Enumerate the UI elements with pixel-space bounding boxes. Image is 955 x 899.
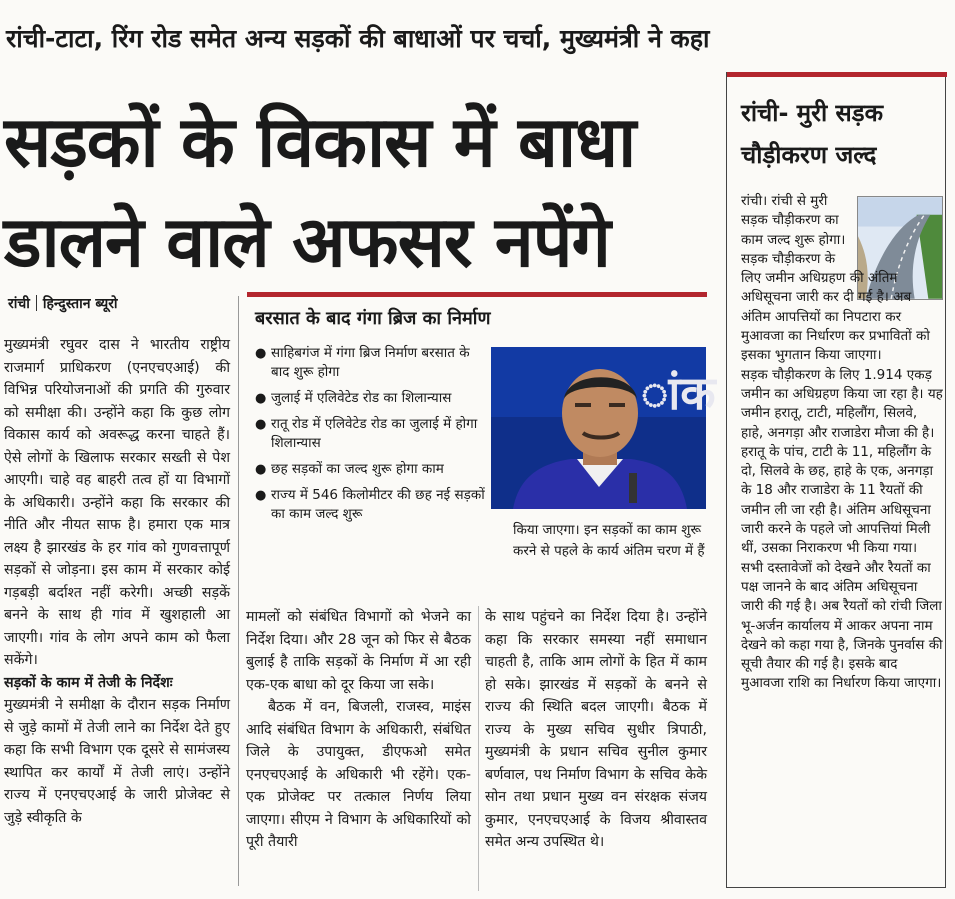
list-item xyxy=(253,415,485,453)
byline-separator xyxy=(36,295,37,311)
list-item-text: साहिबगंज में गंगा ब्रिज निर्माण बरसात के बाद शुरू होगा xyxy=(271,345,470,380)
list-item-text: रातू रोड में एलिवेटेड रोड का जुलाई में होगा शिलान्यास xyxy=(271,416,478,451)
bullet-icon: ● xyxy=(255,462,267,477)
article-column-3 xyxy=(485,606,707,854)
photo-caption: किया जाएगा। इन सड़कों का काम शुरू करने से पहले के कार्य अंतिम चरण में हैं xyxy=(513,522,705,559)
byline-bureau: हिन्दुस्तान ब्यूरो xyxy=(42,296,118,312)
byline-place: रांची xyxy=(8,296,30,312)
list-item xyxy=(253,460,485,479)
headline-line-2: डालने वाले अफसर नपेंगे xyxy=(4,201,610,283)
paragraph: बैठक में वन, बिजली, राजस्व, माइंस आदि संबंधित विभाग के अधिकारी, संबंधित जिले के उपायुक्त, डीएफओ समेत एनएचएआई के अधिकारी भी रहेंगे। एक-एक प्रोजेक्ट पर तत्काल निर्णय लिया जाएगा। सीएम ने विभाग के अधिकारियों को पूरी तैयारी xyxy=(246,699,471,850)
bullet-icon: ● xyxy=(255,488,267,503)
chief-minister-photo xyxy=(491,347,716,509)
sidebar-text xyxy=(741,192,943,694)
column-rule-1 xyxy=(238,296,239,886)
list-item-text: छह सड़कों का जल्द शुरू होगा काम xyxy=(271,461,444,477)
list-item xyxy=(253,389,485,408)
kicker: रांची-टाटा, रिंग रोड समेत अन्य सड़कों की बाधाओं पर चर्चा, मुख्यमंत्री ने कहा xyxy=(6,24,710,53)
paragraph: लिए जमीन अधिग्रहण की अंतिम अधिसूचना जारी कर दी गई है। अब अंतिम आपत्तियों का निपटारा कर मुआवजा का निर्धारण कर प्रभावितों को इसका भुगतान किया जाएगा। xyxy=(741,270,930,364)
paragraph: मुख्यमंत्री रघुवर दास ने भारतीय राष्ट्रीय राजमार्ग प्राधिकरण (एनएचएआई) की विभिन्न परियोजनाओं की प्रगति की गुरुवार को समीक्षा की। उन्होंने कहा कि कुछ लोग विकास कार्य को अवरूद्ध करना चाहते हैं। ऐसे लोगों के खिलाफ सरकार सख्ती से पेश आएगी। चाहे वह बाहरी तत्व हों या विभागों के अधिकारी। उन्होंने कहा कि सरकार की नीति और नीयत साफ है। हमारा एक मात्र लक्ष्य है झारखंड के हर गांव को गुणवत्तापूर्ण सड़कों से जोड़ना। इस काम में सरकार कोई गड़बड़ी बर्दाश्त नहीं करेगी। अच्छी सड़कें बनने के साथ ही गांव में खुशहाली आ जाएगी। गांव के लोग अपने काम को फैला सकेंगे। xyxy=(4,337,230,668)
column-rule-2 xyxy=(478,606,479,891)
sidebar-accent-bar xyxy=(727,72,947,77)
sidebar-lead: रांची। रांची से मुरी सड़क चौड़ीकरण का काम जल्द शुरू होगा। सड़क चौड़ीकरण के xyxy=(741,193,846,267)
bullet-icon: ● xyxy=(255,391,267,406)
byline xyxy=(8,294,118,313)
sidebar-title xyxy=(741,92,883,176)
paragraph: मुख्यमंत्री ने समीक्षा के दौरान सड़क निर्माण से जुड़े कामों में तेजी लाने का निर्देश देते हुए कहा कि सभी विभाग एक दूसरे से सामंजस्य स्थापित कर कार्यों में तेजी लाएं। उन्होंने राज्य में एनएचएआई के जारी प्रोजेक्ट से जुड़े स्वीकृति के xyxy=(4,697,230,826)
headline-line-1: सड़कों के विकास में बाधा xyxy=(4,101,636,183)
sidebar-title-line-1: रांची- मुरी सड़क xyxy=(741,99,884,127)
article-column-2 xyxy=(246,606,471,854)
list-item-text: जुलाई में एलिवेटेड रोड का शिलान्यास xyxy=(271,390,452,406)
paragraph: मामलों को संबंधित विभागों को भेजने का निर्देश दिया। और 28 जून को फिर से बैठक बुलाई है ताकि सड़कों के निर्माण में आ रही एक-एक बाधा को दूर किया जा सके। xyxy=(246,609,471,693)
sidebar-title-line-2: चौड़ीकरण जल्द xyxy=(741,141,877,169)
paragraph: के साथ पहुंचने का निर्देश दिया है। उन्होंने कहा कि सरकार समस्या नहीं समाधान चाहती है, ताकि आम लोगों के हित में काम हो सके। झारखंड में सड़कों के बनने से राज्य की स्थिति बदल जाएगी। बैठक में राज्य के मुख्य सचिव सुधीर त्रिपाठी, मुख्यमंत्री के प्रधान सचिव सुनील कुमार बर्णवाल, पथ निर्माण विभाग के सचिव केके सोन तथा प्रधान मुख्य वन संरक्षक संजय कुमार, एनएचएआई के विजय श्रीवास्तव समेत अन्य उपस्थित थे। xyxy=(485,609,707,850)
list-item xyxy=(253,344,485,382)
article-column-1 xyxy=(4,334,230,829)
box-accent-bar xyxy=(247,292,707,297)
bullet-icon: ● xyxy=(255,346,267,361)
paragraph: सड़क चौड़ीकरण के लिए 1.914 एकड़ जमीन का अधिग्रहण किया जा रहा है। यह जमीन हरातू, टाटी, महिलौंग, सिलवे, हाहे, अनगड़ा और राजाडेरा मौजा की है। हरातू के पांच, टाटी के 11, महिलौंग के दो, सिलवे के छह, हाहे के एक, अनगड़ा के 18 और राजाडेरा के 11 रैयतों की जमीन ली जा रही है। अंतिम अधिसूचना जारी करने के पहले जो आपत्तियां मिली थीं, उसका निराकरण भी किया गया। सभी दस्तावेजों को देखने और रैयतों का पक्ष जानने के बाद अंतिम अधिसूचना जारी की गई है। अब रैयतों को रांची जिला भू-अर्जन कार्यालय में आकर अपना नाम देखने को कहा गया है, जिनके पुनर्वास की सूची तैयार की गई है। इसके बाद मुआवजा राशि का निर्धारण किया जाएगा। xyxy=(741,366,943,692)
bullet-icon: ● xyxy=(255,417,267,432)
list-item xyxy=(253,486,485,524)
list-item-text: राज्य में 546 किलोमीटर की छह नई सड़कों का काम जल्द शुरू xyxy=(271,487,485,522)
subheading: सड़कों के काम में तेजी के निर्देशः xyxy=(4,674,173,691)
highlight-box xyxy=(247,292,716,592)
sidebar-story xyxy=(726,72,946,888)
box-title: बरसात के बाद गंगा ब्रिज का निर्माण xyxy=(255,308,491,329)
headline xyxy=(4,92,704,292)
highlights-list xyxy=(253,344,485,531)
photo-wall-text: ांक xyxy=(641,366,716,420)
